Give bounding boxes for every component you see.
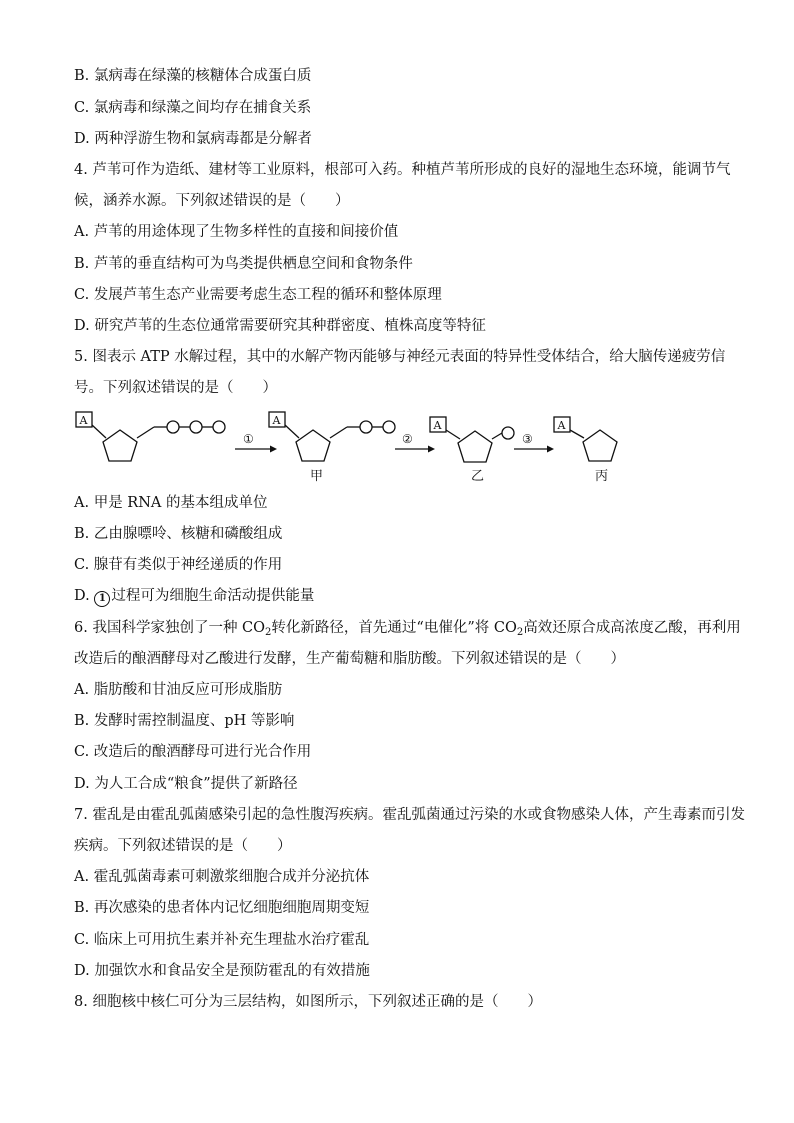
q3-option-d: D. 两种浮游生物和氯病毒都是分解者 [74,131,312,147]
q5-option-a: A. 甲是 RNA 的基本组成单位 [74,495,268,511]
q7-stem-line2: 疾病。下列叙述错误的是（ ） [74,838,292,854]
label-bing: 丙 [595,469,609,484]
q6-stem-part1: 6. 我国科学家独创了一种 CO [74,620,266,636]
q6-stem-part2: 转化新路径，首先通过“电催化”将 CO [271,620,517,636]
co2-subscript: 2 [516,627,524,638]
q6-option-c: C. 改造后的酿酒酵母可进行光合作用 [74,744,312,760]
co2-subscript: 2 [265,627,272,638]
arrow-2-head [428,446,435,453]
adp-adenine-label: A [272,414,281,427]
q7-option-d: D. 加强饮水和食品安全是预防霍乱的有效措施 [74,963,370,979]
q3-option-c: C. 氯病毒和绿藻之间均存在捕食关系 [74,100,312,116]
arrow-1-label: ① [243,432,254,446]
adp-phosphate-2 [383,421,395,433]
q5-option-c: C. 腺苷有类似于神经递质的作用 [74,557,283,573]
q6-option-a: A. 脂肪酸和甘油反应可形成脂肪 [74,682,283,698]
q5-option-d-prefix: D. [74,588,95,604]
amp-phosphate [502,427,514,439]
atp-adenine-label: A [79,414,88,427]
arrow-1-head [270,446,277,453]
adp-phosphate-1 [360,421,372,433]
q4-stem-line1: 4. 芦苇可作为造纸、建材等工业原料，根部可入药。种植芦苇所形成的良好的湿地生态环境，能调节气 [74,162,731,178]
atp-hydrolysis-diagram [70,405,650,485]
q6-option-b: B. 发酵时需控制温度、pH 等影响 [74,713,295,729]
q6-stem-line1 [74,618,741,643]
adenosine-adenine-label: A [557,419,566,432]
atp-phosphate-1 [167,421,179,433]
q8-stem-line1: 8. 细胞核中核仁可分为三层结构，如图所示，下列叙述正确的是（ ） [74,994,542,1010]
q7-option-a: A. 霍乱弧菌毒素可刺激浆细胞合成并分泌抗体 [74,869,370,885]
q4-option-c: C. 发展芦苇生态产业需要考虑生态工程的循环和整体原理 [74,287,442,303]
process-1-circle-marker: 1 [94,591,110,607]
adenosine-ribose-pentagon [583,430,617,461]
q6-stem-line2: 改造后的酿酒酵母对乙酸进行发酵，生产葡萄糖和脂肪酸。下列叙述错误的是（ ） [74,651,625,667]
atp-phosphate-2 [190,421,202,433]
q6-stem-part3: 高效还原合成高浓度乙酸，再利用 [523,620,741,636]
q7-option-c: C. 临床上可用抗生素并补充生理盐水治疗霍乱 [74,932,370,948]
q4-option-d: D. 研究芦苇的生态位通常需要研究其种群密度、植株高度等特征 [74,318,486,334]
atp-ribose-pentagon [103,430,137,461]
q4-option-a: A. 芦苇的用途体现了生物多样性的直接和间接价值 [74,224,399,240]
label-jia: 甲 [310,469,324,484]
atp-phosphate-3 [213,421,225,433]
q5-option-d-text: 过程可为细胞生命活动提供能量 [111,588,315,604]
arrow-3-head [547,446,554,453]
q6-option-d: D. 为人工合成“粮食”提供了新路径 [74,776,298,792]
q5-option-d [74,586,314,607]
q3-option-b: B. 氯病毒在绿藻的核糖体合成蛋白质 [74,68,312,84]
label-yi: 乙 [471,469,485,484]
arrow-2-label: ② [402,432,413,446]
q4-stem-line2: 候，涵养水源。下列叙述错误的是（ ） [74,193,350,209]
q7-stem-line1: 7. 霍乱是由霍乱弧菌感染引起的急性腹泻疾病。霍乱弧菌通过污染的水或食物感染人体，产生毒素而引发 [74,807,745,823]
q7-option-b: B. 再次感染的患者体内记忆细胞细胞周期变短 [74,900,370,916]
q4-option-b: B. 芦苇的垂直结构可为鸟类提供栖息空间和食物条件 [74,256,413,272]
amp-ribose-pentagon [458,431,492,462]
q5-stem-line1: 5. 图表示 ATP 水解过程，其中的水解产物丙能够与神经元表面的特异性受体结合，给大脑传递疲劳信 [74,349,726,365]
q5-option-b: B. 乙由腺嘌呤、核糖和磷酸组成 [74,526,283,542]
adp-ribose-pentagon [296,430,330,461]
q5-stem-line2: 号。下列叙述错误的是（ ） [74,380,277,396]
arrow-3-label: ③ [522,432,533,446]
amp-adenine-label: A [433,419,442,432]
